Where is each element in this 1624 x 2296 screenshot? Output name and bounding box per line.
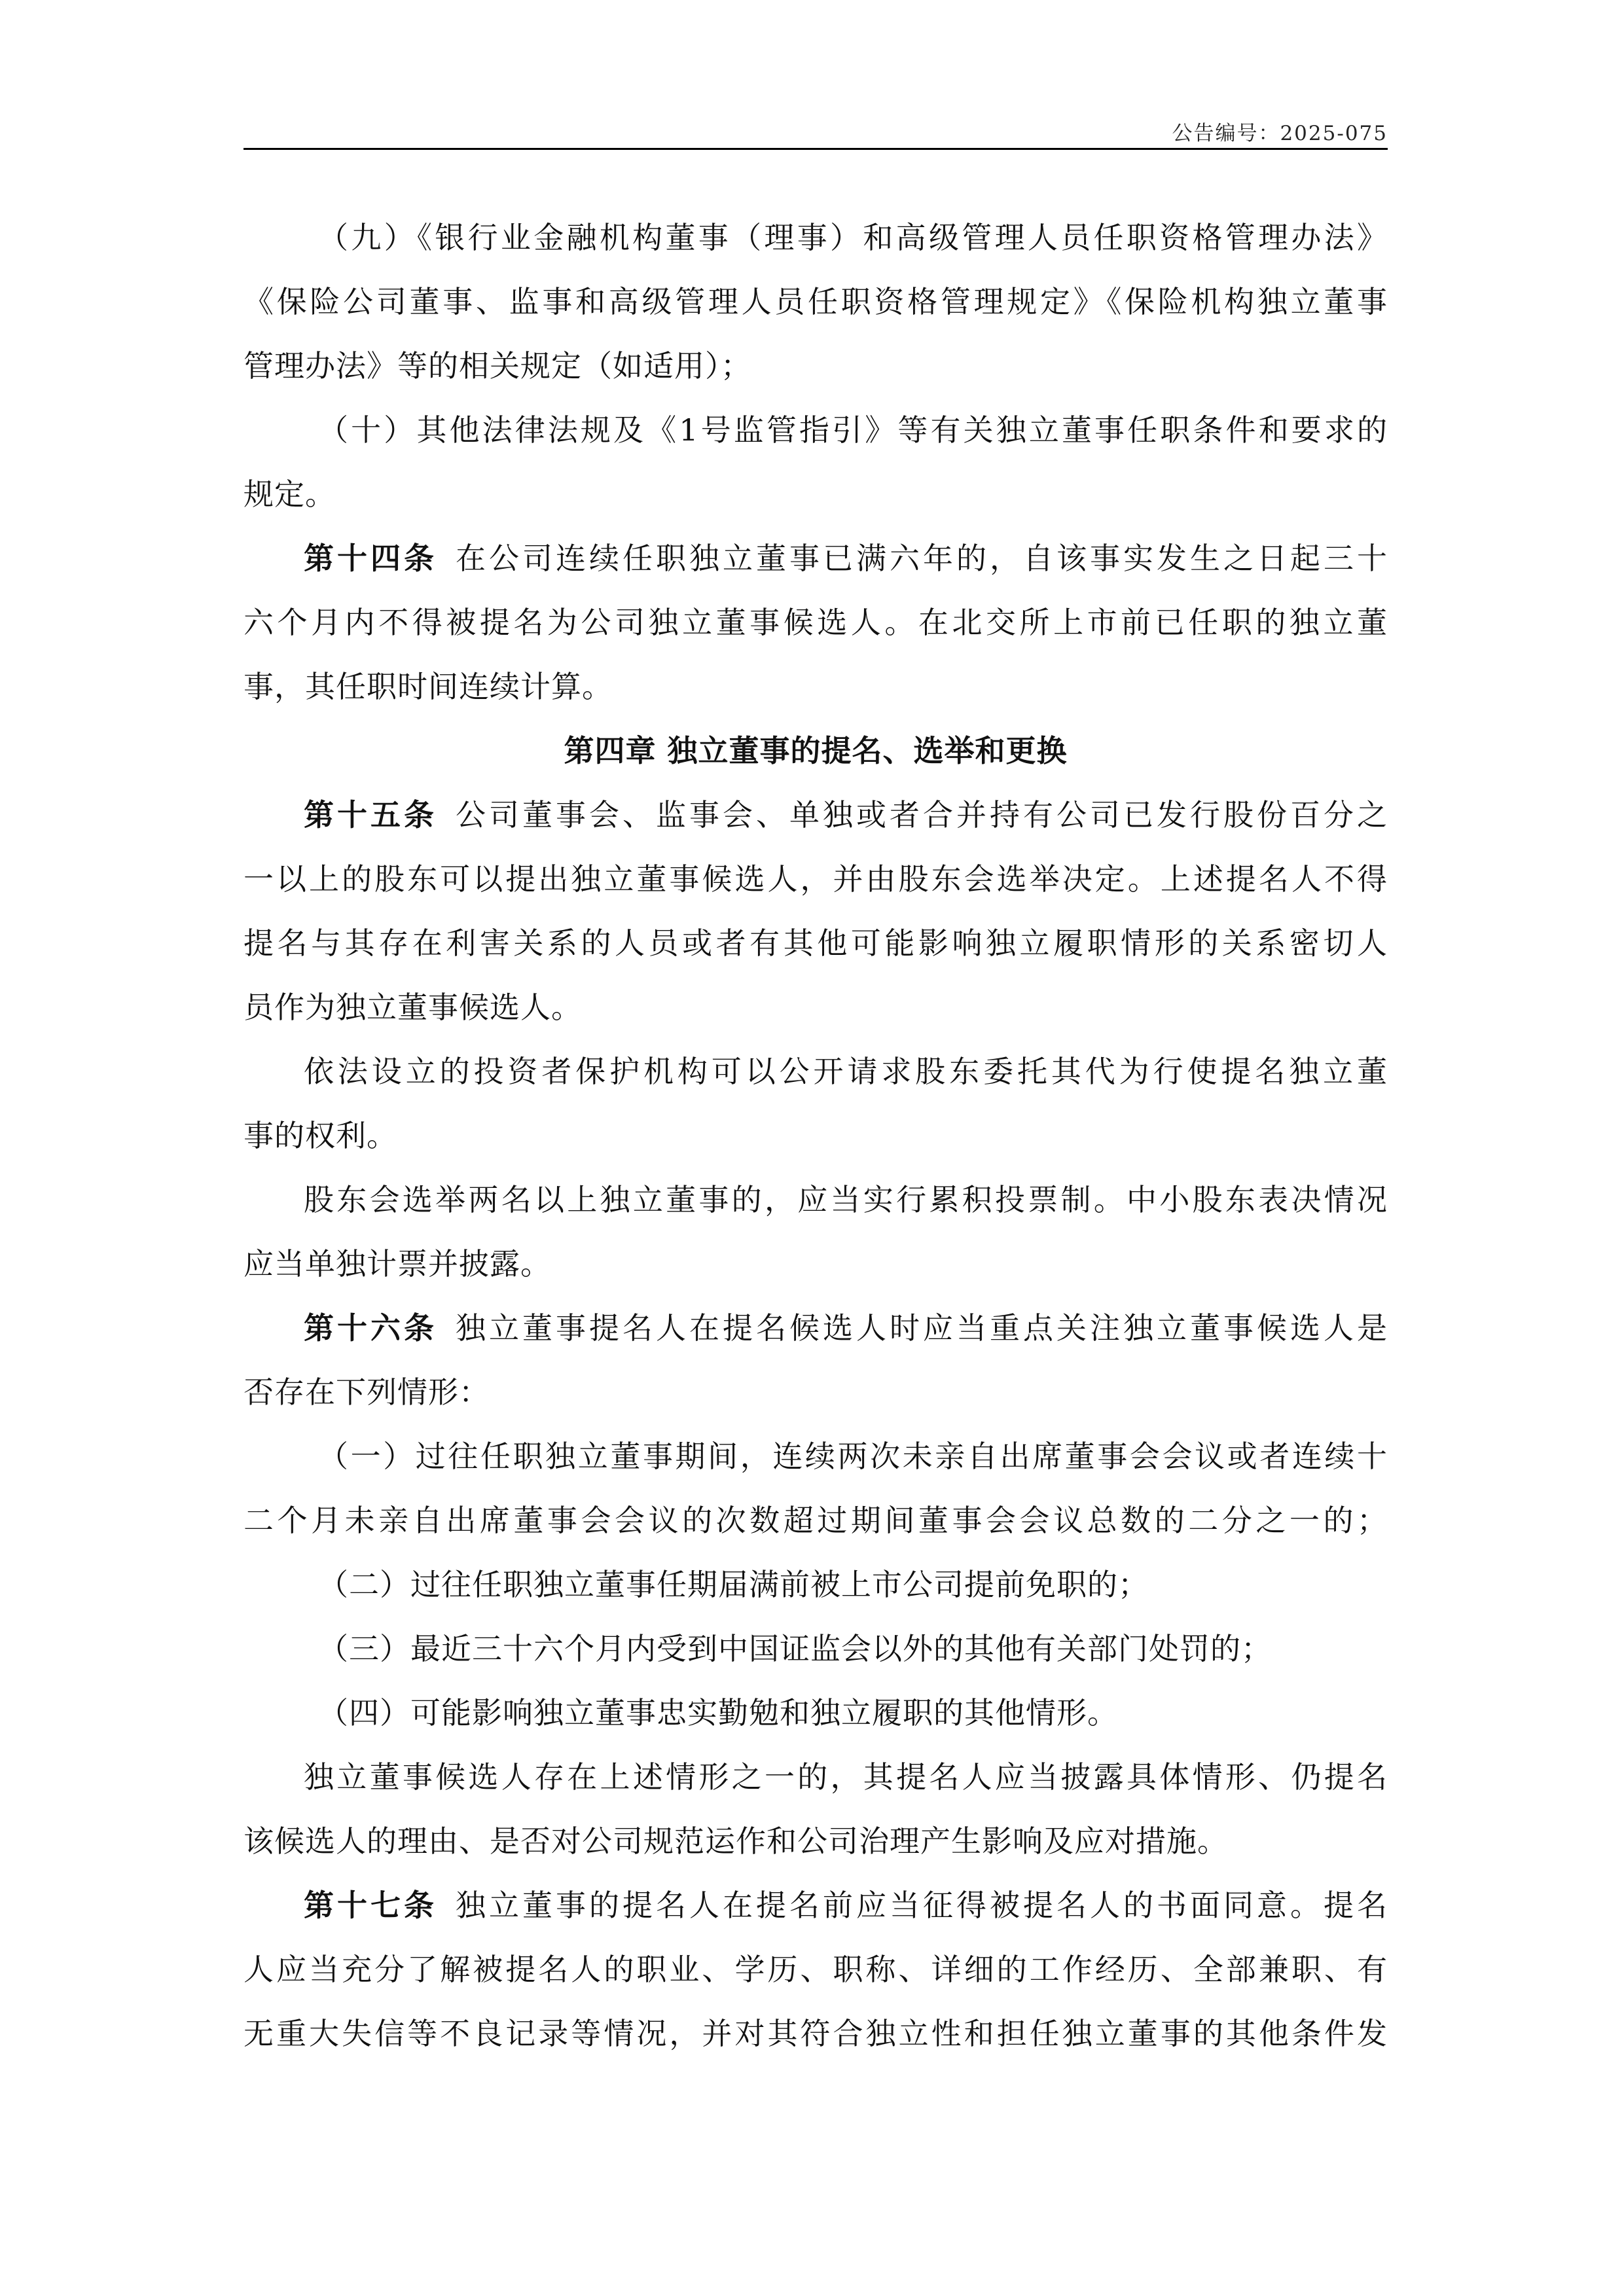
line-text: 公司董事会、监事会、单独或者合并持有公司已发行股份百分之 [453,797,1388,833]
chapter-title: 第四章 独立董事的提名、选举和更换 [564,733,1068,768]
text-line [244,398,1388,462]
line-text: 六个月内不得被提名为公司独立董事候选人。在北交所上市前已任职的独立董 [244,605,1388,640]
line-text: 独立董事的提名人在提名前应当征得被提名人的书面同意。提名 [453,1888,1388,1923]
text-line [244,1488,1388,1552]
line-text: 无重大失信等不良记录等情况，并对其符合独立性和担任独立董事的其他条件发 [244,2016,1388,2051]
line-text: 提名与其存在利害关系的人员或者有其他可能影响独立履职情形的关系密切人 [244,925,1388,961]
text-line [244,1360,1388,1424]
text-line [244,590,1388,655]
text-line [244,526,1388,590]
chapter-heading [244,719,1388,783]
line-text: （二）过往任职独立董事任期届满前被上市公司提前免职的； [318,1567,1149,1602]
line-text: 该候选人的理由、是否对公司规范运作和公司治理产生影响及应对措施。 [244,1823,1228,1859]
line-text: 股东会选举两名以上独立董事的，应当实行累积投票制。中小股东表决情况 [304,1182,1388,1217]
text-line [244,847,1388,911]
line-text: （一）过往任职独立董事期间，连续两次未亲自出席董事会会议或者连续十 [318,1439,1388,1474]
text-line [244,1745,1388,1809]
line-text: 二个月未亲自出席董事会会议的次数超过期间董事会会议总数的二分之一的； [244,1503,1388,1538]
line-text: （四）可能影响独立董事忠实勤勉和独立履职的其他情形。 [318,1695,1118,1731]
line-text: （三）最近三十六个月内受到中国证监会以外的其他有关部门处罚的； [318,1631,1272,1666]
text-line [244,1424,1388,1488]
line-text: （十）其他法律法规及《1号监管指引》等有关独立董事任职条件和要求的 [318,412,1388,448]
text-line [244,1039,1388,1103]
text-line [244,270,1388,334]
header-divider [244,148,1388,150]
text-line [244,206,1388,270]
text-line [244,783,1388,847]
line-text: 管理办法》等的相关规定（如适用）； [244,348,751,384]
article-number: 第十七条 [304,1888,437,1923]
text-line [244,1617,1388,1681]
text-line [244,1296,1388,1360]
article-number: 第十六条 [304,1310,437,1346]
text-line [244,1937,1388,2001]
line-text: （九）《银行业金融机构董事（理事）和高级管理人员任职资格管理办法》 [318,220,1388,255]
line-text: 人应当充分了解被提名人的职业、学历、职称、详细的工作经历、全部兼职、有 [244,1952,1388,1987]
text-line [244,1552,1388,1617]
line-text: 独立董事提名人在提名候选人时应当重点关注独立董事候选人是 [453,1310,1388,1346]
line-text: 员作为独立董事候选人。 [244,990,582,1025]
text-line [244,334,1388,398]
article-number: 第十四条 [304,541,437,576]
line-text: 依法设立的投资者保护机构可以公开请求股东委托其代为行使提名独立董 [304,1054,1388,1089]
line-text: 事的权利。 [244,1118,397,1153]
text-line [244,462,1388,526]
document-body [244,206,1388,2066]
line-text: 应当单独计票并披露。 [244,1246,551,1282]
line-text: 规定。 [244,476,336,512]
line-text: 否存在下列情形： [244,1374,490,1410]
line-text: 独立董事候选人存在上述情形之一的，其提名人应当披露具体情形、仍提名 [304,1759,1388,1795]
line-text: 《保险公司董事、监事和高级管理人员任职资格管理规定》《保险机构独立董事 [244,284,1388,319]
announcement-number: 公告编号：2025-075 [1172,122,1388,145]
text-line [244,911,1388,975]
text-line [244,1873,1388,1937]
text-line [244,1103,1388,1168]
text-line [244,2001,1388,2066]
line-text: 在公司连续任职独立董事已满六年的，自该事实发生之日起三十 [453,541,1388,576]
text-line [244,1168,1388,1232]
article-number: 第十五条 [304,797,437,833]
text-line [244,1232,1388,1296]
text-line [244,655,1388,719]
text-line [244,1809,1388,1873]
line-text: 事，其任职时间连续计算。 [244,669,613,704]
text-line [244,1681,1388,1745]
line-text: 一以上的股东可以提出独立董事候选人，并由股东会选举决定。上述提名人不得 [244,861,1388,897]
text-line [244,975,1388,1039]
